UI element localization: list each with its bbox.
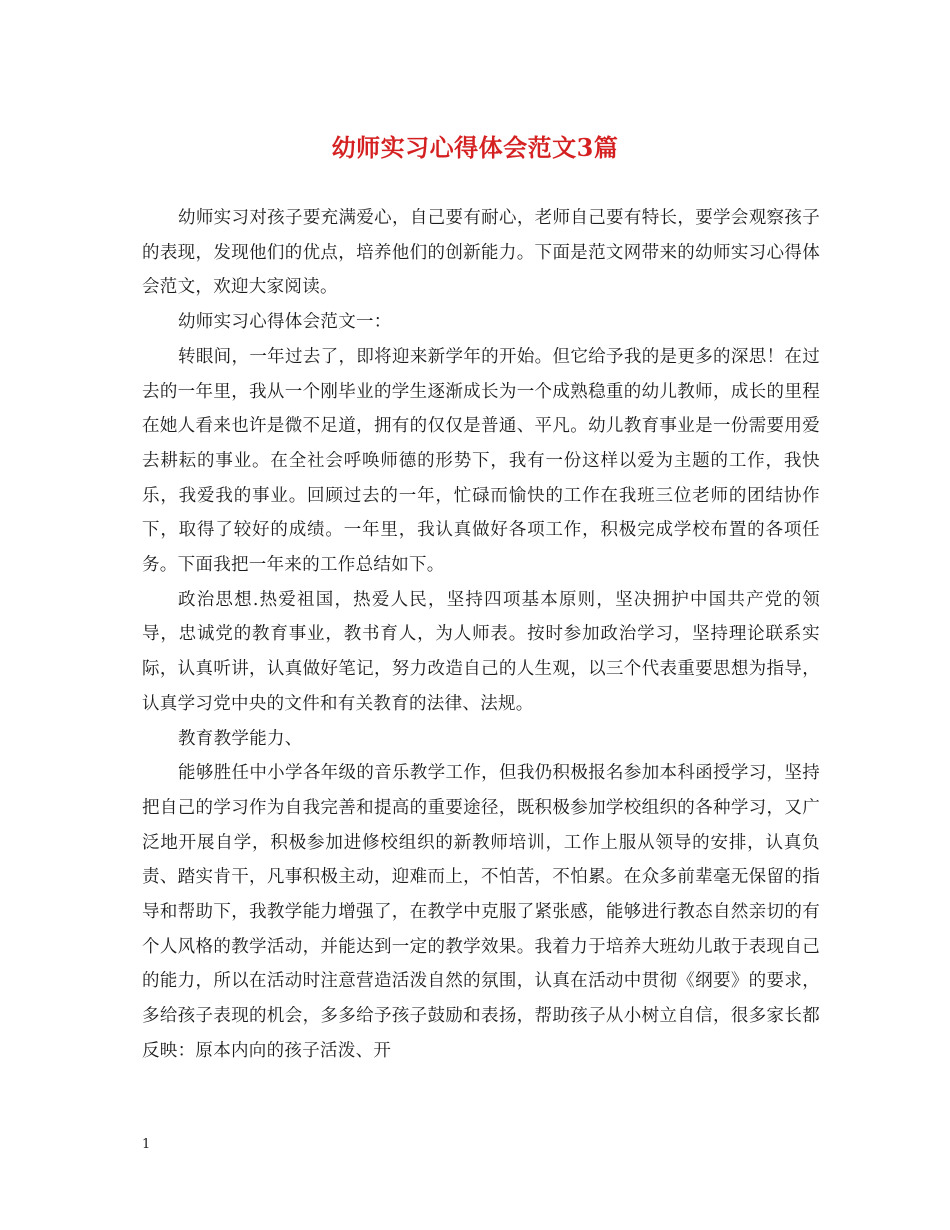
document-body — [142, 201, 820, 1069]
section-heading-sample-one: 幼师实习心得体会范文一： — [178, 312, 392, 333]
body-paragraph: 政治思想.热爱祖国，热爱人民，坚持四项基本原则，坚决拥护中国共产党的领导，忠诚党的教育事业，教书育人，为人师表。按时参加政治学习，坚持理论联系实际，认真听讲，认真做好笔记，努力改造自己的人生观，以三个代表重要思想为指导，认真学习党中央的文件和有关教育的法律、法规。 — [142, 589, 820, 714]
document-title: 幼师实习心得体会范文3篇 — [331, 133, 619, 162]
section-heading-teaching-ability: 教育教学能力、 — [178, 728, 303, 749]
body-paragraph: 转眼间，一年过去了，即将迎来新学年的开始。但它给予我的是更多的深思！在过去的一年里，我从一个刚毕业的学生逐渐成长为一个成熟稳重的幼儿教师，成长的里程在她人看来也许是微不足道，拥有的仅仅是普通、平凡。幼儿教育事业是一份需要用爱去耕耘的事业。在全社会呼唤师德的形势下，我有一份这样以爱为主题的工作，我快乐，我爱我的事业。回顾过去的一年，忙碌而愉快的工作在我班三位老师的团结协作下，取得了较好的成绩。一年里，我认真做好各项工作，积极完成学校布置的各项任务。下面我把一年来的工作总结如下。 — [142, 346, 820, 576]
page-number: 1 — [142, 1137, 151, 1152]
body-paragraph: 能够胜任中小学各年级的音乐教学工作，但我仍积极报名参加本科函授学习，坚持把自己的学习作为自我完善和提高的重要途径，既积极参加学校组织的各种学习，又广泛地开展自学，积极参加进修校组织的新教师培训，工作上服从领导的安排，认真负责、踏实肯干，凡事积极主动，迎难而上，不怕苦，不怕累。在众多前辈毫无保留的指导和帮助下，我教学能力增强了，在教学中克服了紧张感，能够进行教态自然亲切的有个人风格的教学活动，并能达到一定的教学效果。我着力于培养大班幼儿敢于表现自己的能力，所以在活动时注意营造活泼自然的氛围，认真在活动中贯彻《纲要》的要求，多给孩子表现的机会，多多给予孩子鼓励和表扬，帮助孩子从小树立自信，很多家长都反映：原本内向的孩子活泼、开 — [142, 763, 820, 1061]
intro-paragraph: 幼师实习对孩子要充满爱心，自己要有耐心，老师自己要有特长，要学会观察孩子的表现，发现他们的优点，培养他们的创新能力。下面是范文网带来的幼师实习心得体会范文，欢迎大家阅读。 — [142, 208, 820, 298]
